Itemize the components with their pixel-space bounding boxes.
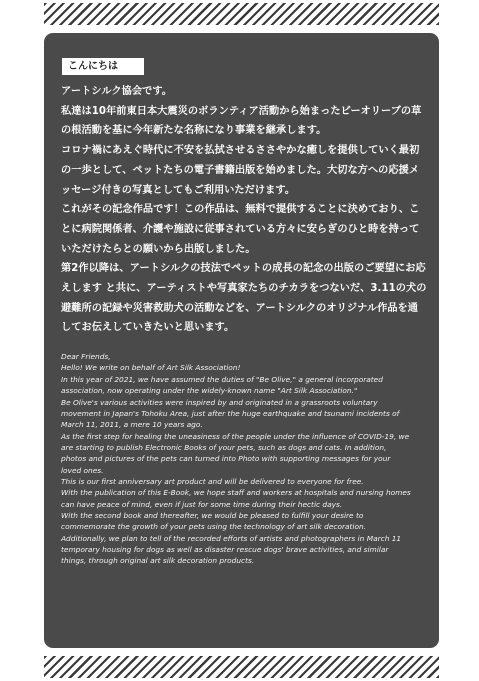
jp-paragraph-future: 第2作以降は、アートシルクの技法でペットの成長の記念の出版のご要望にお応えします と共に、アーティストや写真家たちのチカラをつないだ、3.11の犬の避難所の記録や災害救助犬の活動などを、アートシルクのオリジナル作品を通してお伝えしていきたいと思います。 <box>61 263 427 334</box>
en-line: loved ones. <box>61 465 104 475</box>
en-line: can have peace of mind, even if just for some time during their hectic days. <box>61 499 343 509</box>
en-line: In this year of 2021, we have assumed the duties of "Be Olive," a general incorporated <box>61 374 383 384</box>
en-line: association, now operating under the widely-known name "Art Silk Association." <box>61 386 358 396</box>
greeting-tag: こんにちは <box>62 58 144 75</box>
en-line: March 11, 2011, a mere 10 years ago. <box>61 420 203 430</box>
en-line: commemorate the growth of your pets using the technology of art silk decoration. <box>61 522 367 532</box>
jp-paragraph-ebook: コロナ禍にあえぐ時代に不安を払拭させるささやかな癒しを提供していく最初の一歩として、ペットたちの電子書籍出版を始めました。大切な方への応援メッセージ付きの写真としてもご利用いただけます。 <box>61 145 420 196</box>
en-line: Dear Friends, <box>61 352 111 362</box>
en-line: temporary housing for dogs as well as disaster rescue dogs' brave activities, and similar <box>61 544 389 554</box>
en-line: movement in Japan's Tohoku Area, just after the huge earthquake and tsunami incidents of <box>61 408 400 418</box>
en-line: Be Olive's various activities were inspired by and originated in a grassroots voluntary <box>61 397 378 407</box>
en-line: things, through original art silk decoration products. <box>61 556 255 566</box>
english-message <box>61 351 427 567</box>
japanese-message <box>61 82 427 338</box>
en-line: photos and pictures of the pets can turned into Photo with supporting messages for your <box>61 454 391 464</box>
en-line: Additionally, we plan to tell of the recorded efforts of artists and photographers in March 11 <box>61 533 402 543</box>
message-panel <box>44 33 439 648</box>
en-line: This is our first anniversary art product and will be delivered to everyone for free. <box>61 476 364 486</box>
jp-paragraph-intro: アートシルク協会です。 <box>61 86 173 97</box>
en-line: Hello! We write on behalf of Art Silk Association! <box>61 363 241 373</box>
en-line: As the first step for healing the uneasiness of the people under the influence of COVID-19, we <box>61 431 410 441</box>
jp-paragraph-free-offer: これがその記念作品です！この作品は、無料で提供することに決めており、ことに病院関係者、介護や施設に従事されている方々に安らぎのひと時を持っていただけたらとの願いから出版しました。 <box>61 204 420 255</box>
en-line: With the publication of this E-Book, we hope staff and workers at hospitals and nursing homes <box>61 488 411 498</box>
jp-paragraph-history: 私達は10年前東日本大震災のボランティア活動から始まったビーオリーブの草の根活動を基に今年新たな名称になり事業を継承します。 <box>61 105 422 137</box>
en-line: are starting to publish Electronic Books of your pets, such as dogs and cats. In addition, <box>61 442 387 452</box>
top-stripe-border <box>44 3 439 25</box>
bottom-stripe-border <box>44 656 439 678</box>
en-line: With the second book and thereafter, we would be pleased to fulfill your desire to <box>61 510 364 520</box>
